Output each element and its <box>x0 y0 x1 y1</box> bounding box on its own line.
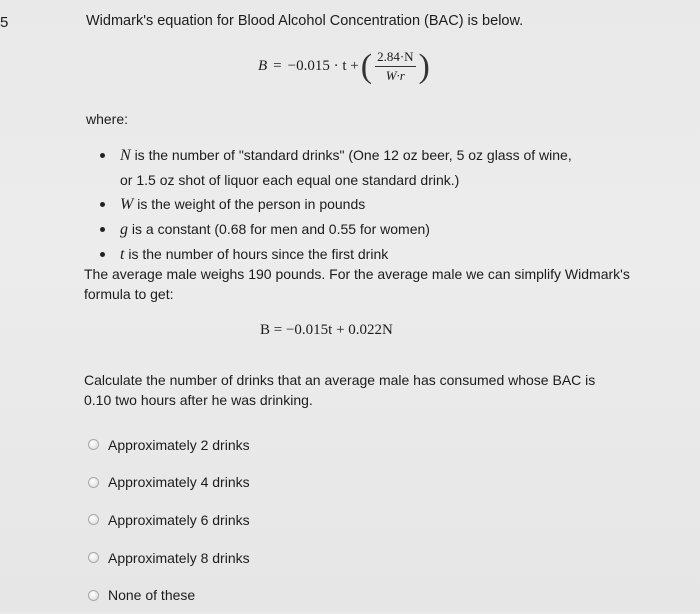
question-number: 5 <box>0 14 9 31</box>
answer-option[interactable] <box>88 539 250 577</box>
where-label: where: <box>86 111 129 127</box>
variable-description: is a constant (0.68 for men and 0.55 for women) <box>131 221 430 237</box>
option-label[interactable]: Approximately 6 drinks <box>108 511 250 528</box>
list-item <box>100 192 572 217</box>
answer-option[interactable] <box>88 501 250 539</box>
radio-button[interactable] <box>88 477 99 488</box>
option-label[interactable]: Approximately 2 drinks <box>108 436 250 453</box>
simplified-formula: B = −0.015t + 0.022N <box>260 322 393 338</box>
variable-symbol: t <box>120 246 125 263</box>
formula-lhs: B <box>258 58 268 74</box>
variable-symbol: g <box>120 221 128 238</box>
radio-button[interactable] <box>88 590 99 601</box>
variable-description: is the number of hours since the first drink <box>128 246 389 262</box>
radio-button[interactable] <box>88 514 99 525</box>
list-item <box>100 143 572 192</box>
widmark-formula <box>258 49 432 84</box>
fraction-numerator: 2.84·N <box>375 49 415 67</box>
answer-options <box>88 426 250 614</box>
variable-description-continued: or 1.5 oz shot of liquor each equal one standard drink.) <box>120 172 460 188</box>
list-item <box>100 217 572 242</box>
answer-option[interactable] <box>88 576 250 614</box>
variable-symbol: N <box>120 147 131 164</box>
formula-term1: −0.015 · t + <box>287 58 359 74</box>
variable-symbol: W <box>120 196 134 213</box>
question-title: Widmark's equation for Blood Alcohol Concentration (BAC) is below. <box>86 13 524 29</box>
answer-option[interactable] <box>88 426 250 464</box>
variable-description: is the weight of the person in pounds <box>137 196 366 212</box>
open-paren: ( <box>360 47 373 85</box>
formula-eq: = <box>273 58 282 74</box>
variable-list <box>100 143 572 267</box>
fraction-denominator: W·r <box>385 68 405 83</box>
formula-fraction <box>375 49 415 84</box>
option-label[interactable]: Approximately 4 drinks <box>108 474 250 491</box>
option-label[interactable]: None of these <box>108 587 196 604</box>
option-label[interactable]: Approximately 8 drinks <box>108 549 250 566</box>
paragraph-simplify: The average male weighs 190 pounds. For the average male we can simplify Widmark's formula to get: <box>84 266 630 302</box>
close-paren: ) <box>418 47 430 85</box>
answer-option[interactable] <box>88 464 250 502</box>
radio-button[interactable] <box>88 439 99 450</box>
variable-description: is the number of "standard drinks" (One 12 oz beer, 5 oz glass of wine, <box>134 147 572 163</box>
paragraph-question: Calculate the number of drinks that an average male has consumed whose BAC is 0.10 two hours after he was drinking. <box>84 372 596 408</box>
radio-button[interactable] <box>88 552 99 563</box>
